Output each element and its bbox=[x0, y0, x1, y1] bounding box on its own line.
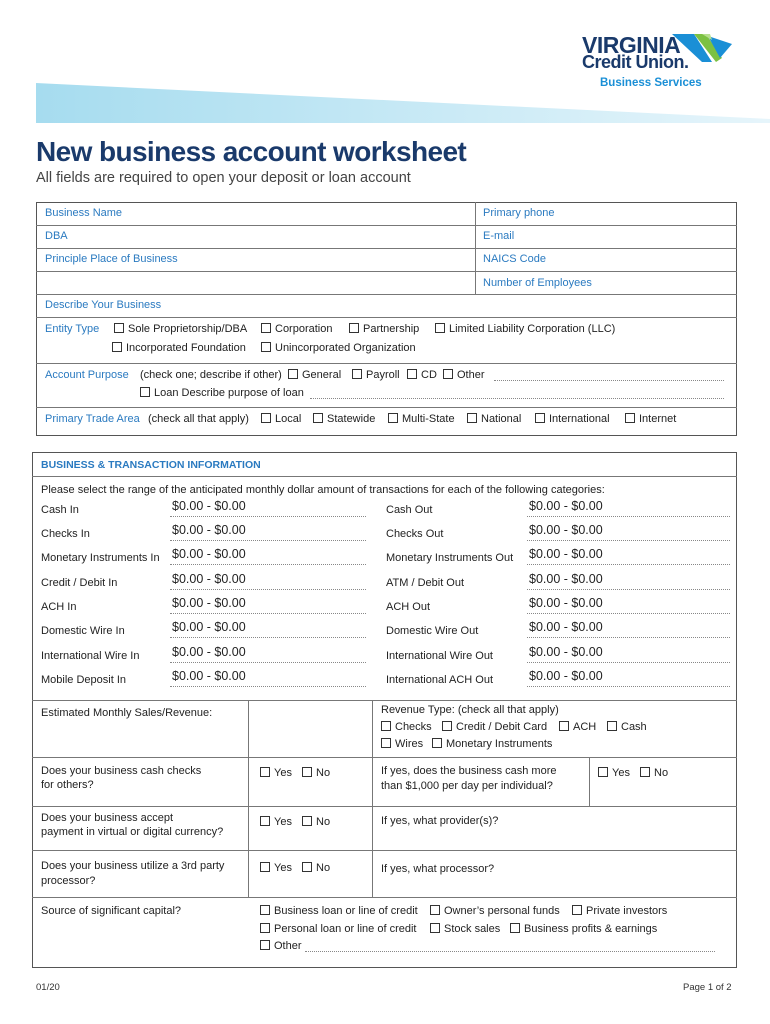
purpose-cd[interactable]: CD bbox=[407, 369, 437, 381]
txn-left-row-range-select[interactable]: $0.00 - $0.00 bbox=[172, 499, 246, 513]
txn-right-row-underline bbox=[527, 686, 730, 687]
trade-international[interactable]: International bbox=[535, 413, 610, 425]
checkbox-icon[interactable] bbox=[407, 369, 417, 379]
entity-corporation[interactable]: Corporation bbox=[261, 323, 332, 335]
processor-yes[interactable]: Yes bbox=[260, 862, 292, 874]
txn-left-row-label: Cash In bbox=[41, 504, 79, 516]
providers-question: If yes, what provider(s)? bbox=[381, 815, 499, 827]
checkbox-icon[interactable] bbox=[302, 862, 312, 872]
purpose-loan[interactable]: Loan Describe purpose of loan bbox=[140, 387, 304, 399]
trade-internet[interactable]: Internet bbox=[625, 413, 676, 425]
checkbox-icon[interactable] bbox=[430, 905, 440, 915]
logo-line3: Business Services bbox=[600, 77, 702, 89]
account-purpose-label: Account Purpose bbox=[45, 369, 129, 381]
txn-left-row-underline bbox=[170, 613, 366, 614]
virtual-question-l1: Does your business accept bbox=[41, 812, 174, 824]
txn-left-row-label: Monetary Instruments In bbox=[41, 552, 160, 564]
checkbox-icon[interactable] bbox=[349, 323, 359, 333]
entity-partnership[interactable]: Partnership bbox=[349, 323, 419, 335]
processor-question-l1: Does your business utilize a 3rd party bbox=[41, 860, 225, 872]
virtual-question-l2: payment in virtual or digital currency? bbox=[41, 826, 224, 838]
header-banner bbox=[0, 83, 770, 123]
txn-right-row-range-select[interactable]: $0.00 - $0.00 bbox=[529, 620, 603, 634]
txn-left-row-range-select[interactable]: $0.00 - $0.00 bbox=[172, 620, 246, 634]
virtual-yes[interactable]: Yes bbox=[260, 816, 292, 828]
txn-left-row-range-select[interactable]: $0.00 - $0.00 bbox=[172, 645, 246, 659]
num-employees-label[interactable]: Number of Employees bbox=[483, 277, 592, 289]
checkbox-icon[interactable] bbox=[260, 816, 270, 826]
txn-right-row-underline bbox=[527, 589, 730, 590]
txn-left-row-label: ACH In bbox=[41, 601, 77, 613]
cash-checks-no[interactable]: No bbox=[302, 767, 330, 779]
checkbox-icon[interactable] bbox=[430, 923, 440, 933]
txn-right-row-range-select[interactable]: $0.00 - $0.00 bbox=[529, 499, 603, 513]
txn-left-row-underline bbox=[170, 589, 366, 590]
cash-more-no[interactable]: No bbox=[640, 767, 668, 779]
trade-area-hint: (check all that apply) bbox=[148, 413, 249, 425]
business-name-label[interactable]: Business Name bbox=[45, 207, 123, 219]
txn-right-row-label: ACH Out bbox=[386, 601, 431, 613]
txn-right-row-range-select[interactable]: $0.00 - $0.00 bbox=[529, 669, 603, 683]
checkbox-icon[interactable] bbox=[302, 767, 312, 777]
txn-right-row-label: Checks Out bbox=[386, 528, 444, 540]
est-sales-label: Estimated Monthly Sales/Revenue: bbox=[41, 707, 213, 719]
dba-label[interactable]: DBA bbox=[45, 230, 68, 242]
rev-checks[interactable]: Checks bbox=[381, 721, 432, 733]
entity-llc[interactable]: Limited Liability Corporation (LLC) bbox=[435, 323, 615, 335]
capital-business-loan[interactable]: Business loan or line of credit bbox=[260, 905, 418, 917]
est-sales-input[interactable] bbox=[250, 702, 370, 756]
primary-phone-label[interactable]: Primary phone bbox=[483, 207, 555, 219]
checkbox-icon[interactable] bbox=[288, 369, 298, 379]
checkbox-icon[interactable] bbox=[302, 816, 312, 826]
trade-multistate[interactable]: Multi-State bbox=[388, 413, 455, 425]
txn-left-row-range-select[interactable]: $0.00 - $0.00 bbox=[172, 547, 246, 561]
loan-purpose-field[interactable] bbox=[310, 398, 724, 399]
txn-right-row-label: Monetary Instruments Out bbox=[386, 552, 514, 564]
capital-private-investors[interactable]: Private investors bbox=[572, 905, 667, 917]
txn-right-row-underline bbox=[527, 613, 730, 614]
txn-left-row-label: Checks In bbox=[41, 528, 90, 540]
txn-left-row-label: Mobile Deposit In bbox=[41, 674, 126, 686]
checkbox-icon[interactable] bbox=[432, 738, 442, 748]
checkbox-icon[interactable] bbox=[435, 323, 445, 333]
logo-line2: Credit Union. bbox=[582, 52, 689, 72]
checkbox-icon[interactable] bbox=[572, 905, 582, 915]
txn-right-row-label: International Wire Out bbox=[386, 650, 493, 662]
txn-right-row-label: ATM / Debit Out bbox=[386, 577, 465, 589]
checkbox-icon[interactable] bbox=[388, 413, 398, 423]
txn-right-row-underline bbox=[527, 637, 730, 638]
footer-page: Page 1 of 2 bbox=[683, 982, 732, 993]
logo-mark-icon bbox=[672, 32, 734, 66]
checkbox-icon[interactable] bbox=[467, 413, 477, 423]
purpose-payroll[interactable]: Payroll bbox=[352, 369, 400, 381]
txn-right-row-range-select[interactable]: $0.00 - $0.00 bbox=[529, 645, 603, 659]
checkbox-icon[interactable] bbox=[381, 738, 391, 748]
cash-more-question-l1: If yes, does the business cash more bbox=[381, 765, 557, 777]
checkbox-icon[interactable] bbox=[140, 387, 150, 397]
txn-right-row-range-select[interactable]: $0.00 - $0.00 bbox=[529, 547, 603, 561]
txn-right-row-label: International ACH Out bbox=[386, 674, 494, 686]
txn-left-row-underline bbox=[170, 564, 366, 565]
which-processor-question: If yes, what processor? bbox=[381, 863, 495, 875]
purpose-other-field[interactable] bbox=[494, 380, 724, 381]
checkbox-icon[interactable] bbox=[510, 923, 520, 933]
cash-more-question-l2: than $1,000 per day per individual? bbox=[381, 780, 553, 792]
checkbox-icon[interactable] bbox=[640, 767, 650, 777]
txn-left-row-label: International Wire In bbox=[41, 650, 140, 662]
email-label[interactable]: E-mail bbox=[483, 230, 515, 242]
footer-date: 01/20 bbox=[36, 982, 60, 993]
checkbox-icon[interactable] bbox=[114, 323, 124, 333]
txn-right-row-range-select[interactable]: $0.00 - $0.00 bbox=[529, 523, 603, 537]
entity-type-label: Entity Type bbox=[45, 323, 100, 335]
capital-question: Source of significant capital? bbox=[41, 905, 182, 917]
trade-local[interactable]: Local bbox=[261, 413, 301, 425]
trade-area-label: Primary Trade Area bbox=[45, 413, 140, 425]
txn-left-row-range-select[interactable]: $0.00 - $0.00 bbox=[172, 596, 246, 610]
capital-owner-funds[interactable]: Owner’s personal funds bbox=[430, 905, 560, 917]
checkbox-icon[interactable] bbox=[443, 369, 453, 379]
txn-left-row-label: Credit / Debit In bbox=[41, 577, 118, 589]
virtual-no[interactable]: No bbox=[302, 816, 330, 828]
business-info-table bbox=[36, 202, 737, 436]
processor-no[interactable]: No bbox=[302, 862, 330, 874]
checkbox-icon[interactable] bbox=[260, 767, 270, 777]
principle-place-label[interactable]: Principle Place of Business bbox=[45, 253, 178, 265]
checkbox-icon[interactable] bbox=[261, 323, 271, 333]
rev-wires[interactable]: Wires bbox=[381, 738, 423, 750]
checkbox-icon[interactable] bbox=[260, 905, 270, 915]
trade-national[interactable]: National bbox=[467, 413, 521, 425]
txn-right-row-range-select[interactable]: $0.00 - $0.00 bbox=[529, 572, 603, 586]
naics-label[interactable]: NAICS Code bbox=[483, 253, 546, 265]
entity-uninc-org[interactable]: Unincorporated Organization bbox=[261, 342, 416, 354]
checkbox-icon[interactable] bbox=[112, 342, 122, 352]
checkbox-icon[interactable] bbox=[381, 721, 391, 731]
txn-left-row-underline bbox=[170, 540, 366, 541]
describe-business-label[interactable]: Describe Your Business bbox=[45, 299, 162, 311]
cash-checks-question-l2: for others? bbox=[41, 779, 94, 791]
page-subtitle: All fields are required to open your deposit or loan account bbox=[36, 170, 411, 186]
checkbox-icon[interactable] bbox=[260, 923, 270, 933]
rev-ach[interactable]: ACH bbox=[559, 721, 596, 733]
rev-cash[interactable]: Cash bbox=[607, 721, 647, 733]
txn-left-row-range-select[interactable]: $0.00 - $0.00 bbox=[172, 523, 246, 537]
checkbox-icon[interactable] bbox=[559, 721, 569, 731]
entity-sole-prop[interactable]: Sole Proprietorship/DBA bbox=[114, 323, 247, 335]
checkbox-icon[interactable] bbox=[598, 767, 608, 777]
checkbox-icon[interactable] bbox=[261, 342, 271, 352]
txn-right-row-label: Cash Out bbox=[386, 504, 433, 516]
checkbox-icon[interactable] bbox=[260, 862, 270, 872]
cash-checks-yes[interactable]: Yes bbox=[260, 767, 292, 779]
trade-statewide[interactable]: Statewide bbox=[313, 413, 375, 425]
rev-monetary[interactable]: Monetary Instruments bbox=[432, 738, 552, 750]
checkbox-icon[interactable] bbox=[607, 721, 617, 731]
txn-right-row-label: Domestic Wire Out bbox=[386, 625, 479, 637]
purpose-other[interactable]: Other bbox=[443, 369, 485, 381]
processor-question-l2: processor? bbox=[41, 875, 96, 887]
page-title: New business account worksheet bbox=[36, 136, 467, 167]
capital-other[interactable]: Other bbox=[260, 940, 302, 952]
txn-right-row-underline bbox=[527, 540, 730, 541]
transaction-instructions: Please select the range of the anticipated monthly dollar amount of transactions for each of the following categories: bbox=[41, 484, 605, 496]
cash-checks-question-l1: Does your business cash checks bbox=[41, 765, 202, 777]
txn-right-row-underline bbox=[527, 564, 730, 565]
checkbox-icon[interactable] bbox=[625, 413, 635, 423]
txn-left-row-underline bbox=[170, 637, 366, 638]
txn-left-row-label: Domestic Wire In bbox=[41, 625, 125, 637]
checkbox-icon[interactable] bbox=[352, 369, 362, 379]
capital-stock-sales[interactable]: Stock sales bbox=[430, 923, 500, 935]
purpose-general[interactable]: General bbox=[288, 369, 341, 381]
capital-other-field[interactable] bbox=[305, 951, 715, 952]
txn-left-row-range-select[interactable]: $0.00 - $0.00 bbox=[172, 572, 246, 586]
checkbox-icon[interactable] bbox=[535, 413, 545, 423]
txn-left-row-underline bbox=[170, 662, 366, 663]
account-purpose-hint: (check one; describe if other) bbox=[140, 369, 282, 381]
capital-personal-loan[interactable]: Personal loan or line of credit bbox=[260, 923, 416, 935]
rev-credit-debit[interactable]: Credit / Debit Card bbox=[442, 721, 547, 733]
txn-left-row-underline bbox=[170, 686, 366, 687]
txn-right-row-underline bbox=[527, 516, 730, 517]
logo-line1: VIRGINIA bbox=[582, 32, 681, 58]
transaction-section-title: BUSINESS & TRANSACTION INFORMATION bbox=[41, 459, 261, 471]
checkbox-icon[interactable] bbox=[313, 413, 323, 423]
capital-business-profits[interactable]: Business profits & earnings bbox=[510, 923, 657, 935]
cash-more-yes[interactable]: Yes bbox=[598, 767, 630, 779]
txn-right-row-range-select[interactable]: $0.00 - $0.00 bbox=[529, 596, 603, 610]
checkbox-icon[interactable] bbox=[442, 721, 452, 731]
checkbox-icon[interactable] bbox=[261, 413, 271, 423]
txn-left-row-range-select[interactable]: $0.00 - $0.00 bbox=[172, 669, 246, 683]
entity-inc-foundation[interactable]: Incorporated Foundation bbox=[112, 342, 246, 354]
txn-right-row-underline bbox=[527, 662, 730, 663]
checkbox-icon[interactable] bbox=[260, 940, 270, 950]
txn-left-row-underline bbox=[170, 516, 366, 517]
revenue-type-label: Revenue Type: (check all that apply) bbox=[381, 704, 559, 716]
